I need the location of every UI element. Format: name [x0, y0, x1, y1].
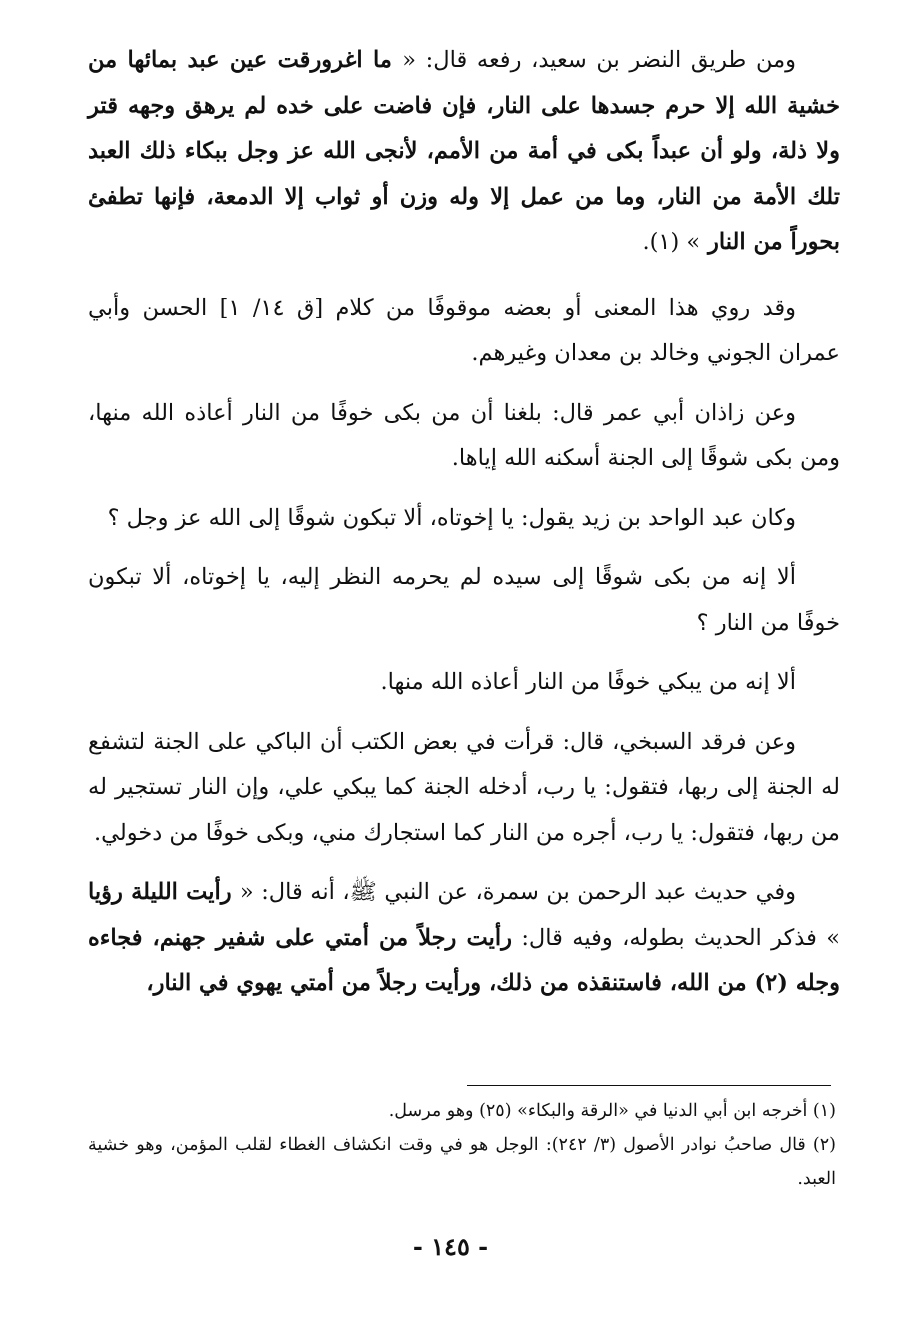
- page-body: [88, 38, 840, 1022]
- paragraph-8-quote-2: رأيت رجلاً من أمتي على شفير جهنم، فجاءه وجله (٢) من الله، فاستنقذه من ذلك، ورأيت رجلاً من أمتي يهوي في النار،: [88, 924, 840, 996]
- footnote-2: (٢) قال صاحبُ نوادر الأصول (٣/ ٢٤٢): الوجل هو في وقت انكشاف الغطاء لقلب المؤمن، وهو خشية العبد.: [88, 1135, 836, 1189]
- paragraph-8-intro: وفي حديث عبد الرحمن بن سمرة، عن النبي ﷺ، أنه قال: «: [239, 879, 796, 905]
- paragraph-8-quote: رأيت الليلة رؤيا: [88, 879, 240, 905]
- paragraph-1-outro: » (١).: [642, 229, 701, 255]
- paragraph-7: وعن فرقد السبخي، قال: قرأت في بعض الكتب أن الباكي على الجنة لتشفع له الجنة إلى ربها، فتقول: يا رب، أدخله الجنة كما يبكي علي، وإن النار تستجير له من ربها، فتقول: يا رب، أجره من النار كما استجارك مني، وبكى خوفًا من دخولي.: [88, 728, 840, 846]
- paragraph-4: وكان عبد الواحد بن زيد يقول: يا إخوتاه، ألا تبكون شوقًا إلى الله عز وجل ؟: [107, 504, 796, 531]
- paragraph-8: [88, 870, 840, 1007]
- paragraph-3: وعن زاذان أبي عمر قال: بلغنا أن من بكى خوفًا من النار أعاذه الله منها، ومن بكى شوقًا إلى الجنة أسكنه الله إياها.: [88, 399, 840, 471]
- footnotes: [88, 1094, 836, 1196]
- paragraph-8-middle: » فذكر الحديث بطوله، وفيه قال:: [511, 924, 840, 951]
- paragraph-6: ألا إنه من يبكي خوفًا من النار أعاذه الله منها.: [380, 669, 796, 695]
- footnote-divider: [467, 1085, 831, 1086]
- paragraph-1-intro: ومن طريق النضر بن سعيد، رفعه قال: «: [402, 47, 796, 73]
- page-number: - ١٤٥ -: [412, 1232, 489, 1261]
- footnote-1: (١) أخرجه ابن أبي الدنيا في «الرقة والبكاء» (٢٥) وهو مرسل.: [388, 1101, 836, 1121]
- paragraph-1-quote: ما اغرورقت عين عبد بمائها من خشية الله إلا حرم جسدها على النار، فإن فاضت على خده لم يرهق وجهه قتر ولا ذلة، ولو أن عبداً بكى في أمة من الأمم، لأنجى الله عز وجل ببكاء ذلك العبد تلك الأمة من النار، وما من عمل إلا وله وزن أو ثواب إلا الدمعة، فإنها تطفئ بحوراً من النار: [88, 47, 840, 255]
- paragraph-2: وقد روي هذا المعنى أو بعضه موقوفًا من كلام [ق ١٤/ ١] الحسن وأبي عمران الجوني وخالد بن معدان وغيرهم.: [88, 294, 840, 366]
- paragraph-1: [88, 38, 840, 266]
- paragraph-5: ألا إنه من بكى شوقًا إلى سيده لم يحرمه النظر إليه، يا إخوتاه، ألا تبكون خوفًا من النار ؟: [88, 564, 840, 636]
